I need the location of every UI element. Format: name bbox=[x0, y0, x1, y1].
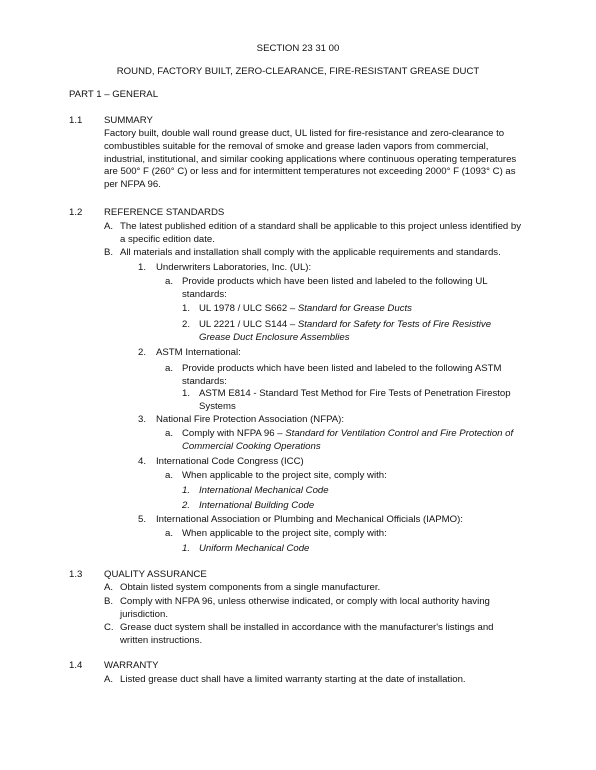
list-item-continuation: Grease Duct Enclosure Assemblies bbox=[199, 332, 350, 343]
list-item: Uniform Mechanical Code bbox=[199, 543, 310, 554]
part-heading: PART 1 – GENERAL bbox=[69, 89, 159, 100]
article-number: 1.1 bbox=[69, 115, 83, 126]
list-marker: 1. bbox=[182, 303, 191, 314]
list-item: International Building Code bbox=[199, 500, 315, 511]
list-item: Comply with NFPA 96, unless otherwise indicated, or comply with local authority having jurisdiction. bbox=[120, 596, 490, 620]
article-number: 1.2 bbox=[69, 207, 83, 218]
list-item: International Code Congress (ICC) bbox=[156, 456, 304, 467]
article-title: REFERENCE STANDARDS bbox=[104, 207, 225, 218]
list-marker: 3. bbox=[138, 414, 147, 425]
list-item: UL 2221 / ULC S144 – Standard for Safety for Tests of Fire Resistive bbox=[199, 319, 492, 330]
list-marker: a. bbox=[165, 276, 174, 287]
list-marker: a. bbox=[165, 428, 174, 439]
article-title: WARRANTY bbox=[104, 660, 159, 671]
list-item: Comply with NFPA 96 – Standard for Ventilation Control and Fire Protection of bbox=[182, 428, 514, 439]
list-marker: 2. bbox=[182, 500, 191, 511]
list-item: National Fire Protection Association (NFPA): bbox=[156, 414, 345, 425]
list-item: Provide products which have been listed and labeled to the following UL standards: bbox=[182, 276, 488, 300]
list-item: International Association or Plumbing and Mechanical Officials (IAPMO): bbox=[156, 514, 463, 525]
list-item: ASTM International: bbox=[156, 347, 241, 358]
list-item: Listed grease duct shall have a limited warranty starting at the date of installation. bbox=[120, 674, 466, 685]
list-marker: a. bbox=[165, 528, 174, 539]
list-item: When applicable to the project site, comply with: bbox=[182, 470, 387, 481]
article-number: 1.3 bbox=[69, 569, 83, 580]
list-marker: 1. bbox=[138, 262, 147, 273]
list-marker: 1. bbox=[182, 388, 191, 399]
list-item: ASTM E814 - Standard Test Method for Fire Tests of Penetration Firestop Systems bbox=[199, 388, 511, 412]
list-item: All materials and installation shall comply with the applicable requirements and standards. bbox=[120, 247, 501, 258]
article-title: SUMMARY bbox=[104, 115, 153, 126]
list-marker: A. bbox=[104, 221, 114, 232]
article-number: 1.4 bbox=[69, 660, 83, 671]
list-marker: C. bbox=[104, 622, 114, 633]
list-item: Underwriters Laboratories, Inc. (UL): bbox=[156, 262, 312, 273]
list-item: Grease duct system shall be installed in accordance with the manufacturer's listings and written instructions. bbox=[120, 622, 494, 646]
list-item: UL 1978 / ULC S662 – Standard for Grease Ducts bbox=[199, 303, 412, 314]
list-item: Obtain listed system components from a single manufacturer. bbox=[120, 582, 381, 593]
section-number: SECTION 23 31 00 bbox=[256, 43, 340, 54]
list-marker: 2. bbox=[138, 347, 147, 358]
list-marker: 1. bbox=[182, 543, 191, 554]
list-marker: a. bbox=[165, 363, 174, 374]
section-title: ROUND, FACTORY BUILT, ZERO-CLEARANCE, FIRE-RESISTANT GREASE DUCT bbox=[116, 66, 480, 77]
list-item: When applicable to the project site, comply with: bbox=[182, 528, 387, 539]
list-item: The latest published edition of a standard shall be applicable to this project unless identified by a specific edition date. bbox=[120, 221, 522, 245]
list-marker: a. bbox=[165, 470, 174, 481]
list-marker: B. bbox=[104, 596, 114, 607]
summary-paragraph: Factory built, double wall round grease duct, UL listed for fire-resistance and zero-clearance to combustibles suitable for the removal of smoke and grease laden vapors from commercial, industrial, institutional, and similar cooking applications where continuous operating temperatures are 500° F (260° C) or less and for intermittent temperatures not exceeding 2000° F (1093° C) as per NFPA 96. bbox=[104, 128, 517, 191]
list-marker: 1. bbox=[182, 485, 191, 496]
list-marker: 2. bbox=[182, 319, 191, 330]
list-marker: A. bbox=[104, 674, 114, 685]
article-title: QUALITY ASSURANCE bbox=[104, 569, 207, 580]
list-marker: 4. bbox=[138, 456, 147, 467]
list-item-continuation: Commercial Cooking Operations bbox=[182, 441, 321, 452]
list-marker: 5. bbox=[138, 514, 147, 525]
list-marker: A. bbox=[104, 582, 114, 593]
list-item: International Mechanical Code bbox=[199, 485, 329, 496]
list-marker: B. bbox=[104, 247, 114, 258]
list-item: Provide products which have been listed and labeled to the following ASTM standards: bbox=[182, 363, 502, 387]
